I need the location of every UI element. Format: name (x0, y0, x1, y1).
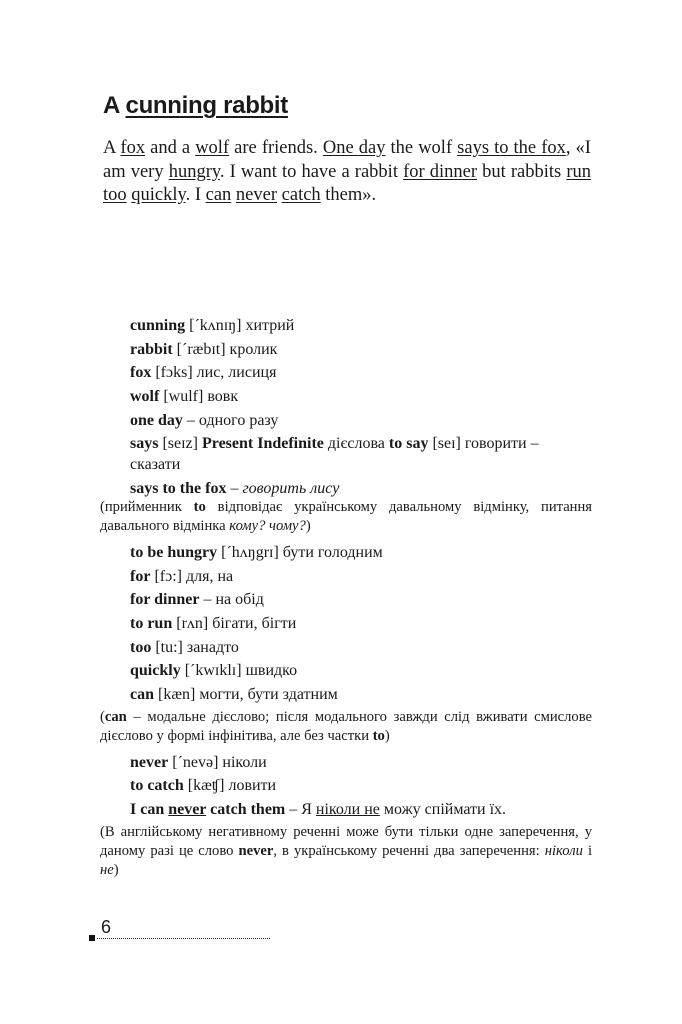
text-run: , в українському реченні два заперечення: (273, 842, 545, 859)
vocab-entry (100, 386, 592, 407)
text-run: ) (384, 727, 390, 744)
text-run: can (130, 685, 154, 703)
grammar-note (100, 498, 592, 536)
text-run: for (130, 567, 151, 585)
text-run: cunning (130, 317, 186, 334)
text-run: не (100, 861, 114, 878)
text-run: ( (100, 708, 105, 725)
story-text: and a (145, 138, 196, 158)
text-run: – на обід (199, 591, 264, 609)
text-run: дієслова (323, 435, 389, 453)
story-text: are friends. (229, 138, 323, 158)
grammar-note (100, 708, 592, 746)
text-run: кому? чому? (229, 517, 306, 534)
text-run: – одного разу (182, 411, 279, 429)
grammar-note (100, 823, 592, 880)
text-run: [fɔks] лис, лисиця (151, 364, 277, 382)
vocab-entry (100, 613, 592, 634)
title-underlined: cunning rabbit (125, 92, 288, 119)
underlined-word: for dinner (403, 161, 478, 182)
underlined-word: can (205, 185, 232, 205)
vocab-entry (100, 752, 592, 773)
underlined-word: never (235, 185, 278, 205)
text-run: for dinner (130, 591, 200, 609)
vocab-entry (100, 799, 592, 820)
text-run: to (372, 727, 385, 744)
text-run: [kæʧ] ловити (183, 777, 277, 795)
text-run: ) (113, 861, 119, 878)
text-run: quickly (130, 662, 181, 680)
story-text: them». (320, 185, 377, 205)
text-run: fox (130, 364, 152, 382)
text-run: [fɔ:] для, на (150, 567, 234, 585)
text-run: rabbit (130, 340, 173, 358)
story-text: the wolf (385, 138, 458, 158)
footer-dotted-rule (97, 938, 270, 939)
underlined-word: One day (322, 138, 386, 158)
vocab-entry (100, 566, 592, 587)
text-run: too (130, 638, 152, 656)
text-run: говорить лису (242, 480, 340, 498)
text-run: [tu:] занадто (151, 638, 239, 656)
text-run: [ˊnevə] ніколи (168, 753, 267, 771)
vocab-entry (100, 637, 592, 658)
vocab-entry (100, 339, 592, 360)
text-run: і (582, 842, 592, 859)
underlined-word: run (566, 161, 591, 182)
underlined-word: catch (281, 185, 321, 205)
underlined-word: too (103, 185, 127, 205)
story-text: . I want to have a rabbit (219, 161, 404, 182)
footer-square-mark (89, 935, 95, 941)
underlined-word: wolf (195, 138, 230, 158)
text-run: (В англійському негативному реченні може бути тільки одне заперечення, у даному разі це слово (100, 823, 592, 859)
text-run: Present Indefinite (201, 435, 324, 453)
story-text: but rabbits (477, 161, 567, 182)
vocab-entry (100, 315, 592, 336)
text-run: never (168, 801, 207, 818)
text-run: can (104, 708, 127, 725)
story-text: A (103, 138, 121, 158)
text-run: [wulf] вовк (159, 388, 239, 406)
underlined-word: fox (120, 138, 146, 158)
text-run: (прийменник (100, 498, 194, 515)
text-run: [ˊræbɪt] кролик (172, 340, 278, 358)
text-run: ніколи не (315, 801, 380, 818)
text-run: to say (388, 435, 429, 453)
text-run: never (130, 753, 169, 771)
text-run: [seɪ] говорити – сказати (130, 435, 539, 474)
text-run: to (193, 498, 206, 515)
vocab-entry (100, 410, 592, 431)
text-run: one day (130, 411, 183, 429)
text-run: ніколи (544, 842, 583, 859)
text-run: – (226, 480, 243, 498)
title-prefix: A (103, 92, 126, 119)
vocab-entry (100, 775, 592, 796)
text-run: to be hungry (130, 543, 218, 561)
vocab-entry (100, 433, 592, 475)
story-text: , «I am very (103, 138, 591, 182)
page-title (103, 92, 288, 120)
vocab-entry (100, 478, 592, 499)
vocab-entry (100, 660, 592, 681)
vocab-entry (100, 589, 592, 610)
text-run: to catch (130, 777, 184, 795)
text-run: [seɪz] (158, 435, 202, 453)
text-run: можу спіймати їх. (379, 801, 507, 818)
story-paragraph (103, 137, 591, 208)
text-run: I can (130, 801, 169, 818)
underlined-word: hungry (168, 161, 220, 182)
text-run: – Я (285, 801, 316, 818)
vocab-entry (100, 542, 592, 563)
story-text: . I (185, 185, 206, 205)
text-run: never (238, 842, 274, 859)
text-run: [rʌn] бігати, бігти (172, 614, 297, 632)
text-run: ) (305, 517, 311, 534)
vocabulary-list (100, 315, 592, 886)
text-run: [ˊhʌŋgrɪ] бути голодним (217, 543, 383, 561)
text-run: says (130, 435, 159, 453)
text-run: – модальне дієслово; після модального завжди слід вживати смислове дієслово у формі інфінітива, але без частки (100, 708, 592, 744)
text-run: to run (130, 614, 173, 632)
page-number: 6 (101, 917, 112, 937)
underlined-word: quickly (131, 185, 186, 205)
underlined-word: says to the fox (457, 138, 566, 158)
text-run: [kæn] могти, бути здатним (154, 685, 338, 703)
vocab-entry (100, 684, 592, 705)
text-run: catch them (206, 801, 286, 818)
text-run: wolf (130, 388, 160, 406)
text-run: [ˊkwɪklɪ] швидко (180, 662, 298, 680)
text-run: says to the fox (130, 480, 227, 498)
text-run: відповідає українському давальному відмінку, питання давального відмінка (100, 498, 593, 534)
vocab-entry (100, 362, 592, 383)
text-run: [ˊkʌnɪŋ] хитрий (185, 317, 295, 334)
